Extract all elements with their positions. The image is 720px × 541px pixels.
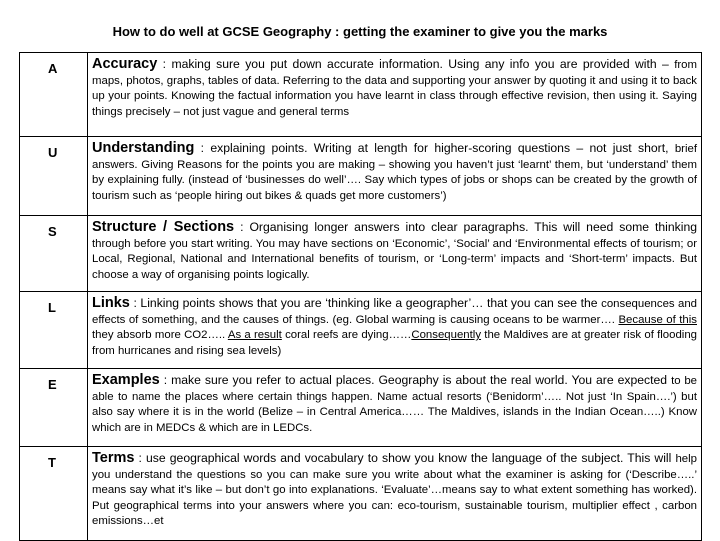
row-heading: Examples	[92, 372, 160, 388]
row-letter: S	[20, 216, 88, 292]
table-row-structure	[20, 216, 702, 292]
table-row-terms	[20, 447, 702, 541]
row-heading: Accuracy	[92, 56, 158, 72]
row-body: they absorb more CO2…..	[92, 329, 228, 342]
row-heading: Links	[92, 295, 130, 311]
row-description	[88, 292, 702, 369]
row-letter: U	[20, 137, 88, 216]
linking-phrase: Consequently	[411, 329, 482, 342]
row-heading: Structure / Sections	[92, 219, 235, 235]
row-description	[88, 447, 702, 541]
table-row-understanding	[20, 137, 702, 216]
row-heading: Terms	[92, 450, 135, 466]
row-description	[88, 216, 702, 292]
row-lead: : making sure you put down accurate information. Using any info you are provided with –	[157, 57, 675, 71]
page-title: How to do well at GCSE Geography : getting the examiner to give you the marks	[112, 24, 608, 39]
row-body: coral reefs are dying……	[281, 329, 412, 342]
row-description	[88, 369, 702, 447]
table-row-examples	[20, 369, 702, 447]
row-lead: : Linking points shows that you are ‘thinking like a geographer’… that you can see the	[129, 296, 602, 310]
row-lead: : Organising longer answers into clear paragraphs. This will need some thinking	[234, 220, 698, 234]
linking-phrase: As a result	[227, 329, 282, 342]
row-letter: L	[20, 292, 88, 369]
row-body: from maps, photos, graphs, tables of data. Referring to the data and supporting your answer by quoting it and using it to back up your points. Knowing the factual information you have learnt in class through effective revision, then using it. Saying things precisely – not just vague and general terms	[92, 59, 697, 118]
row-description	[88, 137, 702, 216]
row-description	[88, 53, 702, 137]
aselt-table	[19, 52, 702, 541]
row-body: consequences and effects of something, and the causes of things. (eg. Global warming is causing oceans to be warmer….	[92, 298, 697, 326]
row-letter: E	[20, 369, 88, 447]
row-body: help you understand the questions so you can make sure you write about what the examiner is asking for (‘Describe…..’ means say what it’s like – but don’t go into explanations. ‘Evaluate’…means say to what extent something has worked). Put geographical terms into your answers where you can: eco-tourism, sustainable tourism, multiplier effect , carbon emissions…et	[92, 453, 697, 528]
row-lead: : explaining points. Writing at length for higher-scoring questions – not just short,	[194, 141, 675, 155]
table-row-links	[20, 292, 702, 369]
row-letter: T	[20, 447, 88, 541]
row-lead: : make sure you refer to actual places. Geography is about the real world. You are expected	[159, 373, 672, 387]
row-heading: Understanding	[92, 140, 195, 156]
row-body: through before you start writing. You may have sections on ‘Economic’, ‘Social’ and ‘Environmental effects of tourism; or Local, Regional, National and International benefits of tourism, or ‘Long-term’ impacts and ‘Short-term’ impacts. But choose a way of organising points logically.	[92, 237, 697, 281]
row-letter: A	[20, 53, 88, 137]
row-lead: : use geographical words and vocabulary to show you know the language of the subject. This will	[134, 451, 676, 465]
table-row-accuracy	[20, 53, 702, 137]
row-body: brief answers. Giving Reasons for the points you are making – showing you haven’t just ‘learnt’ them, but ‘understand’ them by explaining fully. (instead of ‘businesses do well’…. Say which types of jobs or shops can be created by the growth of tourism such as ‘people hiring out bikes & quads get more customers’)	[92, 143, 697, 202]
row-body: the Maldives are at greater risk of flooding from hurricanes and rising sea levels)	[92, 329, 698, 357]
linking-phrase: Because of this	[618, 313, 697, 326]
row-body: to be able to name the places where certain things happen. Name actual resorts (‘Benidorm’….. Not just ‘In Spain….’) but also say where it is in the world (Belize – in Central America…… The Maldives, islands in the Indian Ocean…..) Know which are in MEDCs & which are in LEDCs.	[92, 375, 697, 434]
